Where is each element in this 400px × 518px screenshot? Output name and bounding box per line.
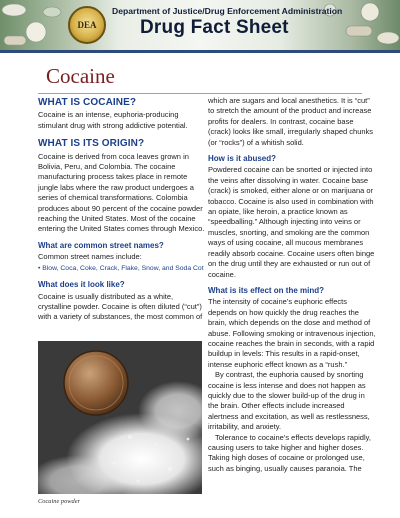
header-banner [0, 0, 400, 50]
agency-name: Department of Justice/Drug Enforcement Administration [112, 6, 343, 16]
dea-seal-icon: DEA [68, 6, 106, 44]
photo-caption: Cocaine powder [38, 498, 81, 505]
heading-appearance: What does it look like? [38, 280, 125, 290]
page-title: Cocaine [46, 64, 115, 88]
left-column [38, 96, 208, 323]
street-names-list: • Blow, Coca, Coke, Crack, Flake, Snow, and Soda Cot [38, 264, 204, 272]
heading-effect-on-mind: What is its effect on the mind? [208, 285, 325, 295]
heading-what-is-cocaine: WHAT IS COCAINE? [38, 97, 137, 108]
cocaine-powder-photo [38, 341, 202, 494]
heading-origin: WHAT IS ITS ORIGIN? [38, 138, 145, 150]
title-divider [38, 93, 362, 94]
paragraph-appearance-continued: which are sugars and local anesthetics. It is “cut” to stretch the amount of the product and increase profits for dealers. In contrast, cocaine base (crack) looks like small, irregularly shaped chunks (or “rocks”) of a whitish solid. [208, 96, 374, 147]
paragraph-abuse: Powdered cocaine can be snorted or injected into the veins after dissolving in water. Cocaine base (crack) is smoked, either alone or on marijuana or tobacco. Cocaine is also used in combination with an opiate, like heroin, a practice known as “speedballing.” Although injecting into veins or muscles, snorting, and smoking are the common ways of using cocaine, all mucous membranes readily absorb cocaine. Cocaine users often binge on the drug until they are exhausted or run out of cocaine. [208, 165, 375, 279]
right-column [208, 96, 376, 474]
paragraph-effect-intensity: The intensity of cocaine’s euphoric effects depends on how quickly the drug reaches the brain, which depends on the dose and method of abuse. Following smoking or intravenous injection, cocaine reaches the brain in seconds, with a rapid buildup in levels: This results in a rapid-onset, intense euphoric effect known as a “rush.” [208, 297, 376, 369]
paragraph-effect-snorting: By contrast, the euphoria caused by snorting cocaine is less intense and does not happen as quickly due to the slower build-up of the drug in the brain. Other effects include increased alertness and excitation, as well as restlessness, irritability, and anxiety. [208, 370, 370, 432]
banner-divider [0, 50, 400, 53]
paragraph-definition: Cocaine is an intense, euphoria-producing stimulant drug with strong addictive potential. [38, 110, 188, 130]
sheet-title: Drug Fact Sheet [140, 17, 289, 38]
paragraph-appearance: Cocaine is usually distributed as a white, crystalline powder. Cocaine is often diluted (“cut”) with a variety of substances, the most common of [38, 291, 203, 322]
photo-illustration [38, 341, 202, 494]
paragraph-origin: Cocaine is derived from coca leaves grown in Bolivia, Peru, and Colombia. The cocaine manufacturing process takes place in remote jungle labs where the raw product undergoes a series of chemical transformations. Colombia produces about 90 percent of the cocaine powder reaching the United States. Most of the cocaine entering the United States comes through Mexico. [38, 151, 205, 234]
heading-street-names: What are common street names? [38, 240, 164, 250]
paragraph-tolerance: Tolerance to cocaine’s effects develops rapidly, causing users to take higher and higher doses. Taking high doses of cocaine or prolonged use, such as binging, usually causes paranoia. The [208, 432, 371, 473]
paragraph-street-names-intro: Common street names include: [38, 252, 142, 262]
heading-how-abused: How is it abused? [208, 154, 277, 164]
